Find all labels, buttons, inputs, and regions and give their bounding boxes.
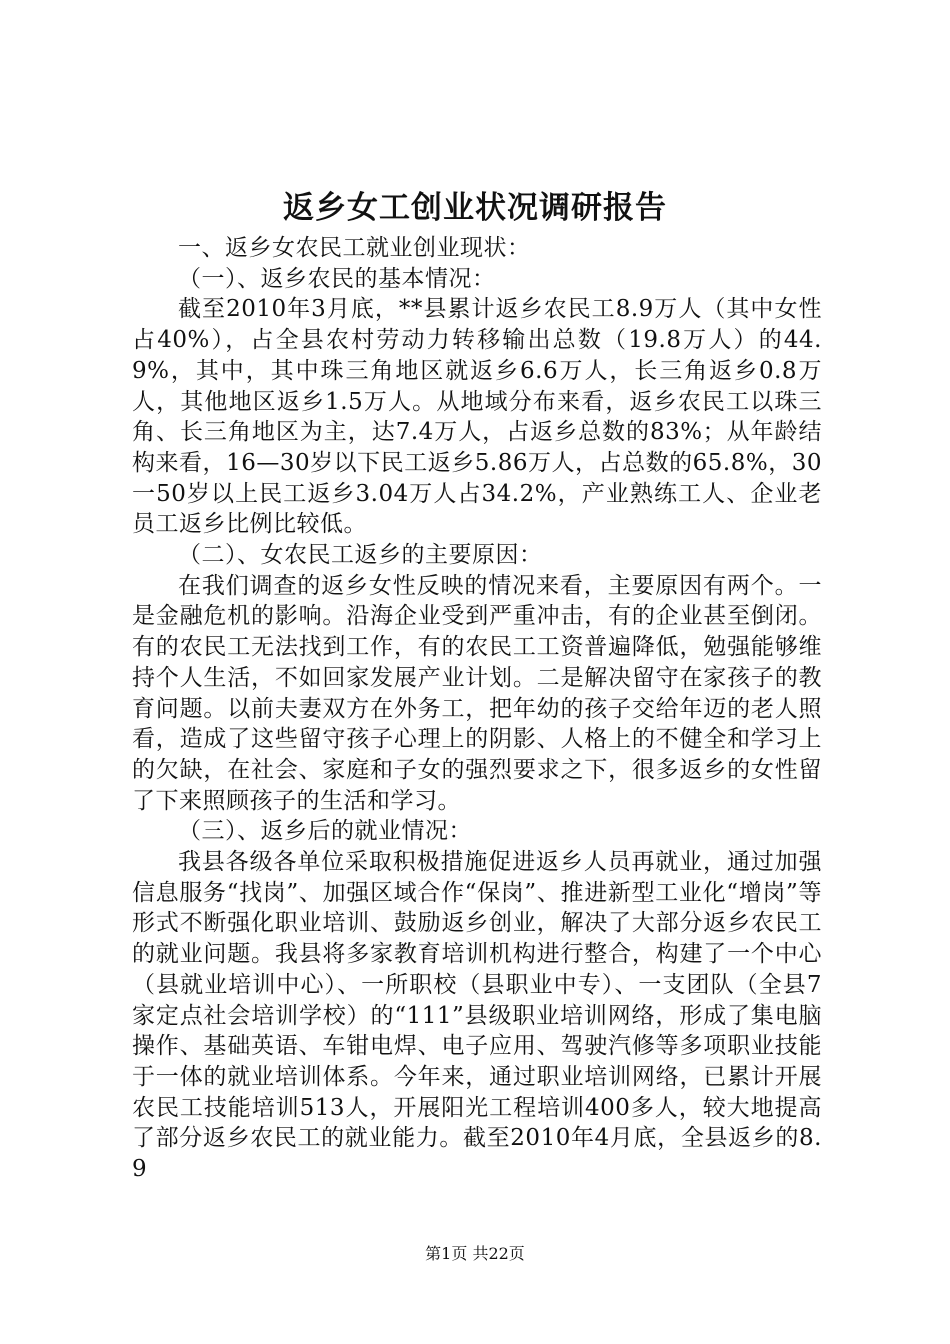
document-body [132,233,822,1185]
subsection-heading-1: （一）、返乡农民的基本情况： [178,265,496,292]
page-footer: 第1页 共22页 [425,1244,525,1263]
document-title: 返乡女工创业状况调研报告 [283,190,667,226]
paragraph-basic-situation: 截至2010年3月底，**县累计返乡农民工8.9万人（其中女性占40%），占全县农村劳动力转移输出总数（19.8万人）的44.9%，其中，其中珠三角地区就返乡6.6万人，长三角返乡0.8万人，其他地区返乡1.5万人。从地域分布来看，返乡农民工以珠三角、长三角地区为主，达7.4万人，占返乡总数的83%；从年龄结构来看，16—30岁以下民工返乡5.86万人，占总数的65.8%，30一50岁以上民工返乡3.04万人占34.2%，产业熟练工人、企业老员工返乡比例比较低。 [132,296,822,538]
paragraph-main-reasons: 在我们调查的返乡女性反映的情况来看，主要原因有两个。一是金融危机的影响。沿海企业受到严重冲击，有的企业甚至倒闭。有的农民工无法找到工作，有的农民工工资普遍降低，勉强能够维持个人生活，不如回家发展产业计划。二是解决留守在家孩子的教育问题。以前夫妻双方在外务工，把年幼的孩子交给年迈的老人照看，造成了这些留守孩子心理上的阴影、人格上的不健全和学习上的欠缺，在社会、家庭和子女的强烈要求之下，很多返乡的女性留了下来照顾孩子的生活和学习。 [132,572,822,814]
paragraph-employment: 我县各级各单位采取积极措施促进返乡人员再就业，通过加强信息服务“找岗”、加强区域合作“保岗”、推进新型工业化“增岗”等形式不断强化职业培训、鼓励返乡创业，解决了大部分返乡农民工的就业问题。我县将多家教育培训机构进行整合，构建了一个中心（县就业培训中心）、一所职校（县职业中专）、一支团队（全县7家定点社会培训学校）的“111”县级职业培训网络，形成了集电脑操作、基础英语、车钳电焊、电子应用、驾驶汽修等多项职业技能于一体的就业培训体系。今年来，通过职业培训网络，已累计开展农民工技能培训513人，开展阳光工程培训400多人，较大地提高了部分返乡农民工的就业能力。截至2010年4月底，全县返乡的8.9 [132,849,822,1183]
section-heading-1: 一、返乡女农民工就业创业现状： [178,235,531,261]
subsection-heading-3: （三）、返乡后的就业情况： [178,818,472,845]
subsection-heading-2: （二）、女农民工返乡的主要原因： [178,542,543,569]
